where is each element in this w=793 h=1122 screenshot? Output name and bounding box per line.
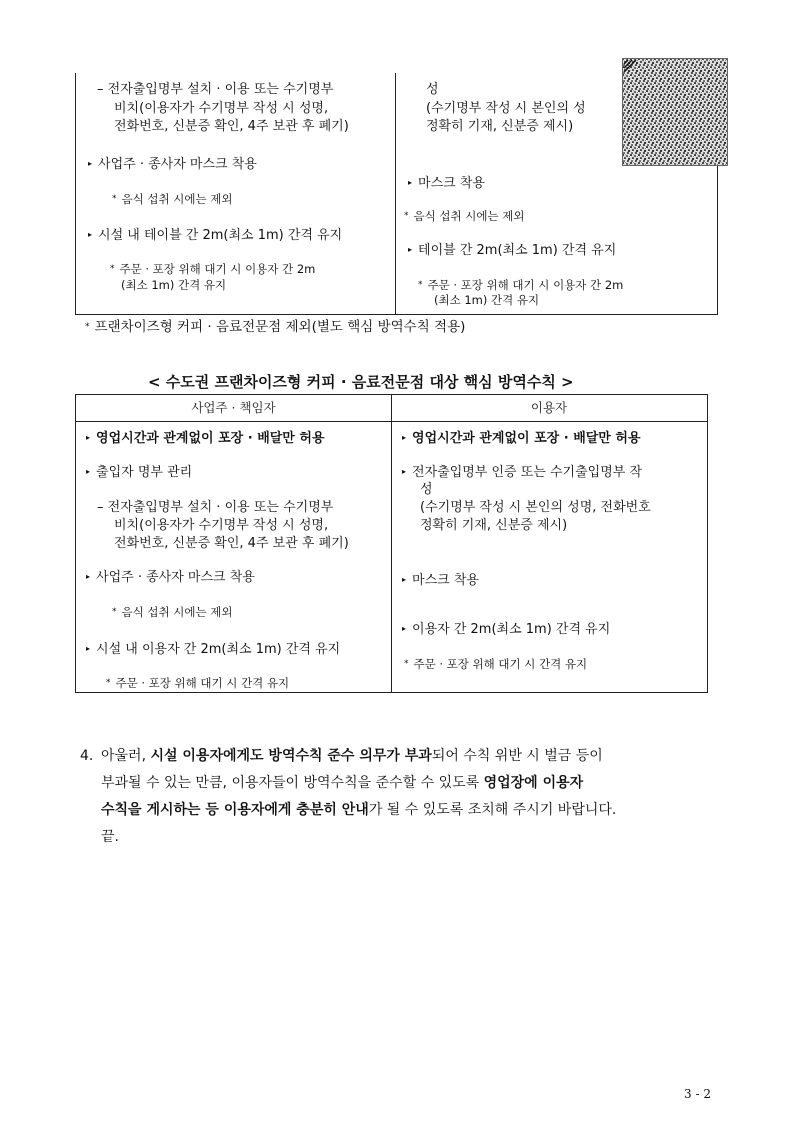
t2-right-note-order: * 주문 · 포장 위해 대기 시 간격 유지 bbox=[404, 657, 588, 671]
triangle-bullet-icon: ▸ bbox=[88, 230, 93, 239]
t1-left-item-distance: ▸ 시설 내 테이블 간 2m(최소 1m) 간격 유지 bbox=[88, 228, 343, 243]
footnote: * 프랜차이즈형 커피 · 음료전문점 제외(별도 핵심 방역수칙 적용) bbox=[85, 319, 466, 335]
t1-left-line-3: 전화번호, 신분증 확인, 4주 보관 후 폐기) bbox=[114, 119, 349, 134]
t1-right-item-distance: ▸ 테이블 간 2m(최소 1m) 간격 유지 bbox=[408, 243, 617, 258]
t2-left-item-masks: ▸ 사업주 · 종사자 마스크 착용 bbox=[86, 570, 255, 585]
table-2-header-rule bbox=[75, 421, 707, 422]
t1-right-line-1: 성 bbox=[426, 82, 439, 97]
triangle-bullet-icon: ▸ bbox=[408, 245, 413, 254]
t2-left-sub-line-2: 비치(이용자가 수기명부 작성 시 성명, bbox=[114, 518, 329, 533]
t2-right-line-2: 성 bbox=[420, 482, 433, 497]
asterisk-icon: * bbox=[110, 264, 115, 274]
triangle-bullet-icon: ▸ bbox=[402, 575, 407, 584]
t1-left-line-1: – 전자출입명부 설치 · 이용 또는 수기명부 bbox=[97, 82, 334, 97]
qr-code-icon bbox=[622, 58, 728, 166]
triangle-bullet-icon: ▸ bbox=[88, 159, 93, 168]
paragraph-number: 4. bbox=[80, 748, 94, 764]
t1-left-line-2: 비치(이용자가 수기명부 작성 시 성명, bbox=[114, 101, 329, 116]
asterisk-icon: * bbox=[112, 194, 117, 204]
table-2-title: < 수도권 프랜차이즈형 커피 · 음료전문점 대상 핵심 방역수칙 > bbox=[148, 373, 574, 391]
t1-left-note-order-1: * 주문 · 포장 위해 대기 시 이용자 간 2m bbox=[110, 262, 316, 276]
triangle-bullet-icon: ▸ bbox=[408, 178, 413, 187]
t2-left-item-takeout: ▸ 영업시간과 관계없이 포장 · 배달만 허용 bbox=[86, 431, 325, 446]
paragraph-line-2: 부과될 수 있는 만큼, 이용자들이 방역수칙을 준수할 수 있도록 영업장에 이용자 bbox=[101, 775, 584, 791]
t2-right-item-register: ▸ 전자출입명부 인증 또는 수기출입명부 작 bbox=[402, 465, 643, 480]
triangle-bullet-icon: ▸ bbox=[402, 467, 407, 476]
triangle-bullet-icon: ▸ bbox=[402, 624, 407, 633]
triangle-bullet-icon: ▸ bbox=[86, 433, 91, 442]
table-2-divider bbox=[391, 394, 392, 692]
t1-right-note-eating: * 음식 섭취 시에는 제외 bbox=[404, 209, 525, 223]
column-header-operator: 사업주 · 책임자 bbox=[191, 400, 276, 415]
triangle-bullet-icon: ▸ bbox=[86, 644, 91, 653]
t1-left-note-eating: * 음식 섭취 시에는 제외 bbox=[112, 192, 233, 206]
t2-left-note-order: * 주문 · 포장 위해 대기 시 간격 유지 bbox=[106, 676, 290, 690]
t1-right-note-order-2: (최소 1m) 간격 유지 bbox=[434, 293, 540, 307]
asterisk-icon: * bbox=[112, 607, 117, 617]
table-1-divider bbox=[395, 73, 396, 315]
asterisk-icon: * bbox=[404, 211, 409, 221]
t1-right-note-order-1: * 주문 · 포장 위해 대기 시 이용자 간 2m bbox=[418, 278, 624, 292]
t1-right-line-3: 정확히 기재, 신분증 제시) bbox=[426, 119, 574, 134]
triangle-bullet-icon: ▸ bbox=[86, 572, 91, 581]
paragraph-line-1: 아울러, 시설 이용자에게도 방역수칙 준수 의무가 부과되어 수칙 위반 시 벌금 등이 bbox=[101, 748, 603, 764]
t1-left-item-masks: ▸ 사업주 · 종사자 마스크 착용 bbox=[88, 157, 257, 172]
t2-left-item-distance: ▸ 시설 내 이용자 간 2m(최소 1m) 간격 유지 bbox=[86, 642, 341, 657]
t2-left-sub-line-1: – 전자출입명부 설치 · 이용 또는 수기명부 bbox=[97, 500, 334, 515]
t2-right-item-distance: ▸ 이용자 간 2m(최소 1m) 간격 유지 bbox=[402, 622, 611, 637]
t2-right-item-takeout: ▸ 영업시간과 관계없이 포장 · 배달만 허용 bbox=[402, 431, 641, 446]
asterisk-icon: * bbox=[418, 280, 423, 290]
t2-right-item-mask: ▸ 마스크 착용 bbox=[402, 573, 479, 588]
t2-right-line-4: 정확히 기재, 신분증 제시) bbox=[420, 518, 568, 533]
asterisk-icon: * bbox=[106, 678, 111, 688]
triangle-bullet-icon: ▸ bbox=[402, 433, 407, 442]
page-number: 3 - 2 bbox=[684, 1087, 711, 1101]
column-header-user: 이용자 bbox=[530, 400, 568, 415]
t1-left-note-order-2: (최소 1m) 간격 유지 bbox=[121, 278, 227, 292]
triangle-bullet-icon: ▸ bbox=[86, 467, 91, 476]
asterisk-icon: * bbox=[404, 659, 409, 669]
t2-left-note-eating: * 음식 섭취 시에는 제외 bbox=[112, 605, 233, 619]
t2-left-sub-line-3: 전화번호, 신분증 확인, 4주 보관 후 폐기) bbox=[114, 536, 349, 551]
t1-right-item-mask: ▸ 마스크 착용 bbox=[408, 176, 485, 191]
t2-right-line-3: (수기명부 작성 시 본인의 성명, 전화번호 bbox=[420, 500, 651, 515]
asterisk-icon: * bbox=[85, 322, 90, 332]
paragraph-end: 끝. bbox=[101, 829, 119, 845]
paragraph-line-3: 수칙을 게시하는 등 이용자에게 충분히 안내가 될 수 있도록 조치해 주시기 바랍니다. bbox=[101, 802, 617, 818]
t2-left-item-visitor-log: ▸ 출입자 명부 관리 bbox=[86, 465, 193, 480]
t1-right-line-2: (수기명부 작성 시 본인의 성 bbox=[426, 101, 586, 116]
